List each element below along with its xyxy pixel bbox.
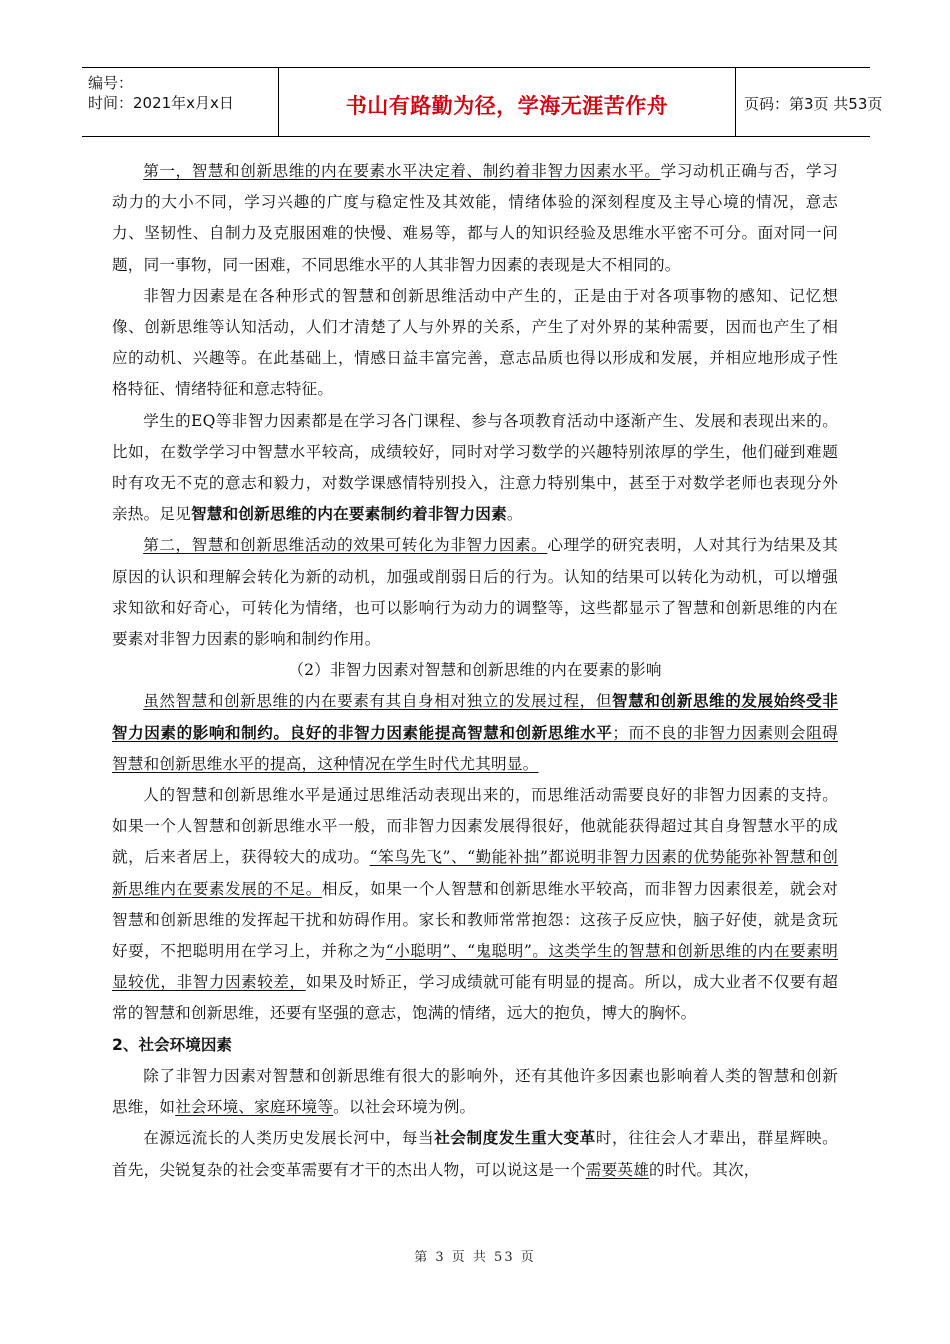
paragraph-text: 心理学的研究表明，人对其行为结果及其原因的认识和理解会转化为新的动机，加强或削弱日后的行为。认知的结果可以转化为动机，可以增强求知欲和好奇心，可转化为情绪，也可以影响行为动力的调整等，这些都显示了智慧和创新思维的内在要素对非智力因素的影响和制约作用。 [112, 536, 838, 649]
underlined-text: “笨鸟先飞”、“勤能补拙”都说明非智力因素的优势能弥补智慧和创新思维内在要素发展的不足。 [112, 848, 839, 898]
underlined-text: 需要英雄 [585, 1160, 650, 1179]
paragraph: 非智力因素是在各种形式的智慧和创新思维活动中产生的，正是由于对各项事物的感知、记忆想像、创新思维等认知活动，人们才清楚了人与外界的关系，产生了对外界的某种需要，因而也产生了相应的动机、兴趣等。在此基础上，情感日益丰富完善，意志品质也得以形成和发展，并相应地形成子性格特征、情绪特征和意志特征。 [112, 286, 838, 399]
page-header [82, 67, 883, 137]
header-motto-cell [279, 68, 736, 136]
underlined-thesis: 第一，智慧和创新思维的内在要素水平决定着、制约着非智力因素水平。 [143, 162, 661, 180]
paragraph [112, 406, 838, 531]
page-footer: 第 3 页 共 53 页 [414, 1250, 536, 1265]
doc-number-label: 编号： [88, 74, 134, 92]
header-page-cell [736, 68, 883, 136]
header-page-number: 页码：第3页 共53页 [744, 95, 883, 113]
underlined-text: 虽然智慧和创新思维的内在要素有其自身相对独立的发展过程，但 [143, 692, 613, 711]
underlined-text: ；而不良的非智力因素则会阻碍智慧和创新思维水平的提高，这种情况在学生时代尤其明显。 [112, 723, 838, 773]
underlined-text: “小聪明”、“鬼聪明”。这类学生的智慧和创新思维的内在要素明显较优，非智力因素较差， [112, 942, 838, 992]
paragraph-text: 的时代。其次， [649, 1160, 760, 1179]
paragraph-text: 在源远流长的人类历史发展长河中，每当 [143, 1129, 435, 1148]
paragraph-text: 人的智慧和创新思维水平是通过思维活动表现出来的，而思维活动需要良好的非智力因素的支持。如果一个人智慧和创新思维水平一般，而非智力因素发展得很好，他就能获得超过其自身智慧水平的成就，后来者居上，获得较大的成功。 [112, 786, 838, 867]
bold-underlined-text: 智慧和创新思维的发展始终受非智力因素的影响和制约。良好的非智力因素能提高智慧和创新思维水平 [112, 692, 838, 742]
paragraph [112, 156, 838, 281]
paragraph [112, 1123, 838, 1185]
paragraph-text: 时，往往会人才辈出，群星辉映。首先，尖锐复杂的社会变革需要有才干的杰出人物，可以说这是一个 [112, 1129, 838, 1179]
paragraph [112, 530, 838, 655]
paragraph-text: 相反，如果一个人智慧和创新思维水平较高，而非智力因素很差，就会对智慧和创新思维的发挥起干扰和妨碍作用。家长和教师常常抱怨：这孩子反应快，脑子好使，就是贪玩好耍，不把聪明用在学习上，并称之为 [112, 879, 838, 961]
paragraph [112, 686, 838, 780]
paragraph-text: 学生的EQ等非智力因素都是在学习各门课程、参与各项教育活动中逐渐产生、发展和表现出来的。比如，在数学学习中智慧水平较高，成绩较好，同时对学习数学的兴趣特别浓厚的学生，他们碰到难题时有攻无不克的意志和毅力，对数学课感情特别投入，注意力特别集中，甚至于对数学老师也表现分外亲热。足见 [112, 411, 838, 524]
header-motto: 书山有路勤为径，学海无涯苦作舟 [345, 94, 669, 118]
bold-conclusion: 智慧和创新思维的内在要素制约着非智力因素 [190, 505, 507, 524]
paragraph-text: 。以社会环境为例。 [333, 1098, 476, 1117]
bold-text: 社会制度发生重大变革 [434, 1129, 596, 1148]
header-info-cell [82, 68, 279, 136]
document-body [112, 156, 838, 1186]
doc-date-label: 时间：2021年x月x日 [88, 94, 234, 112]
section-subheading: （2）非智力因素对智慧和创新思维的内在要素的影响 [288, 661, 662, 680]
underlined-text: 社会环境、家庭环境等 [175, 1098, 334, 1117]
paragraph [112, 780, 838, 1030]
paragraph-text: 学习动机正确与否，学习动力的大小不同，学习兴趣的广度与稳定性及其效能，情绪体验的深刻程度及主导心境的情况，意志力、坚韧性、自制力及克服困难的快慢、难易等，都与人的知识经验及思维水平密不可分。面对同一问题，同一事物，同一困难，不同思维水平的人其非智力因素的表现是大不相同的。 [112, 162, 838, 274]
paragraph-text: 除了非智力因素对智慧和创新思维有很大的影响外，还有其他许多因素也影响着人类的智慧和创新思维，如 [112, 1066, 838, 1117]
underlined-thesis: 第二，智慧和创新思维活动的效果可转化为非智力因素。 [143, 536, 548, 555]
paragraph [112, 1061, 838, 1123]
paragraph-text: 如果及时矫正，学习成绩就可能有明显的提高。所以，成大业者不仅要有超常的智慧和创新思维，还要有坚强的意志，饱满的情绪，远大的抱负，博大的胸怀。 [112, 973, 838, 1023]
paragraph-text: 。 [506, 505, 523, 524]
section-heading: 2、社会环境因素 [112, 1035, 233, 1054]
